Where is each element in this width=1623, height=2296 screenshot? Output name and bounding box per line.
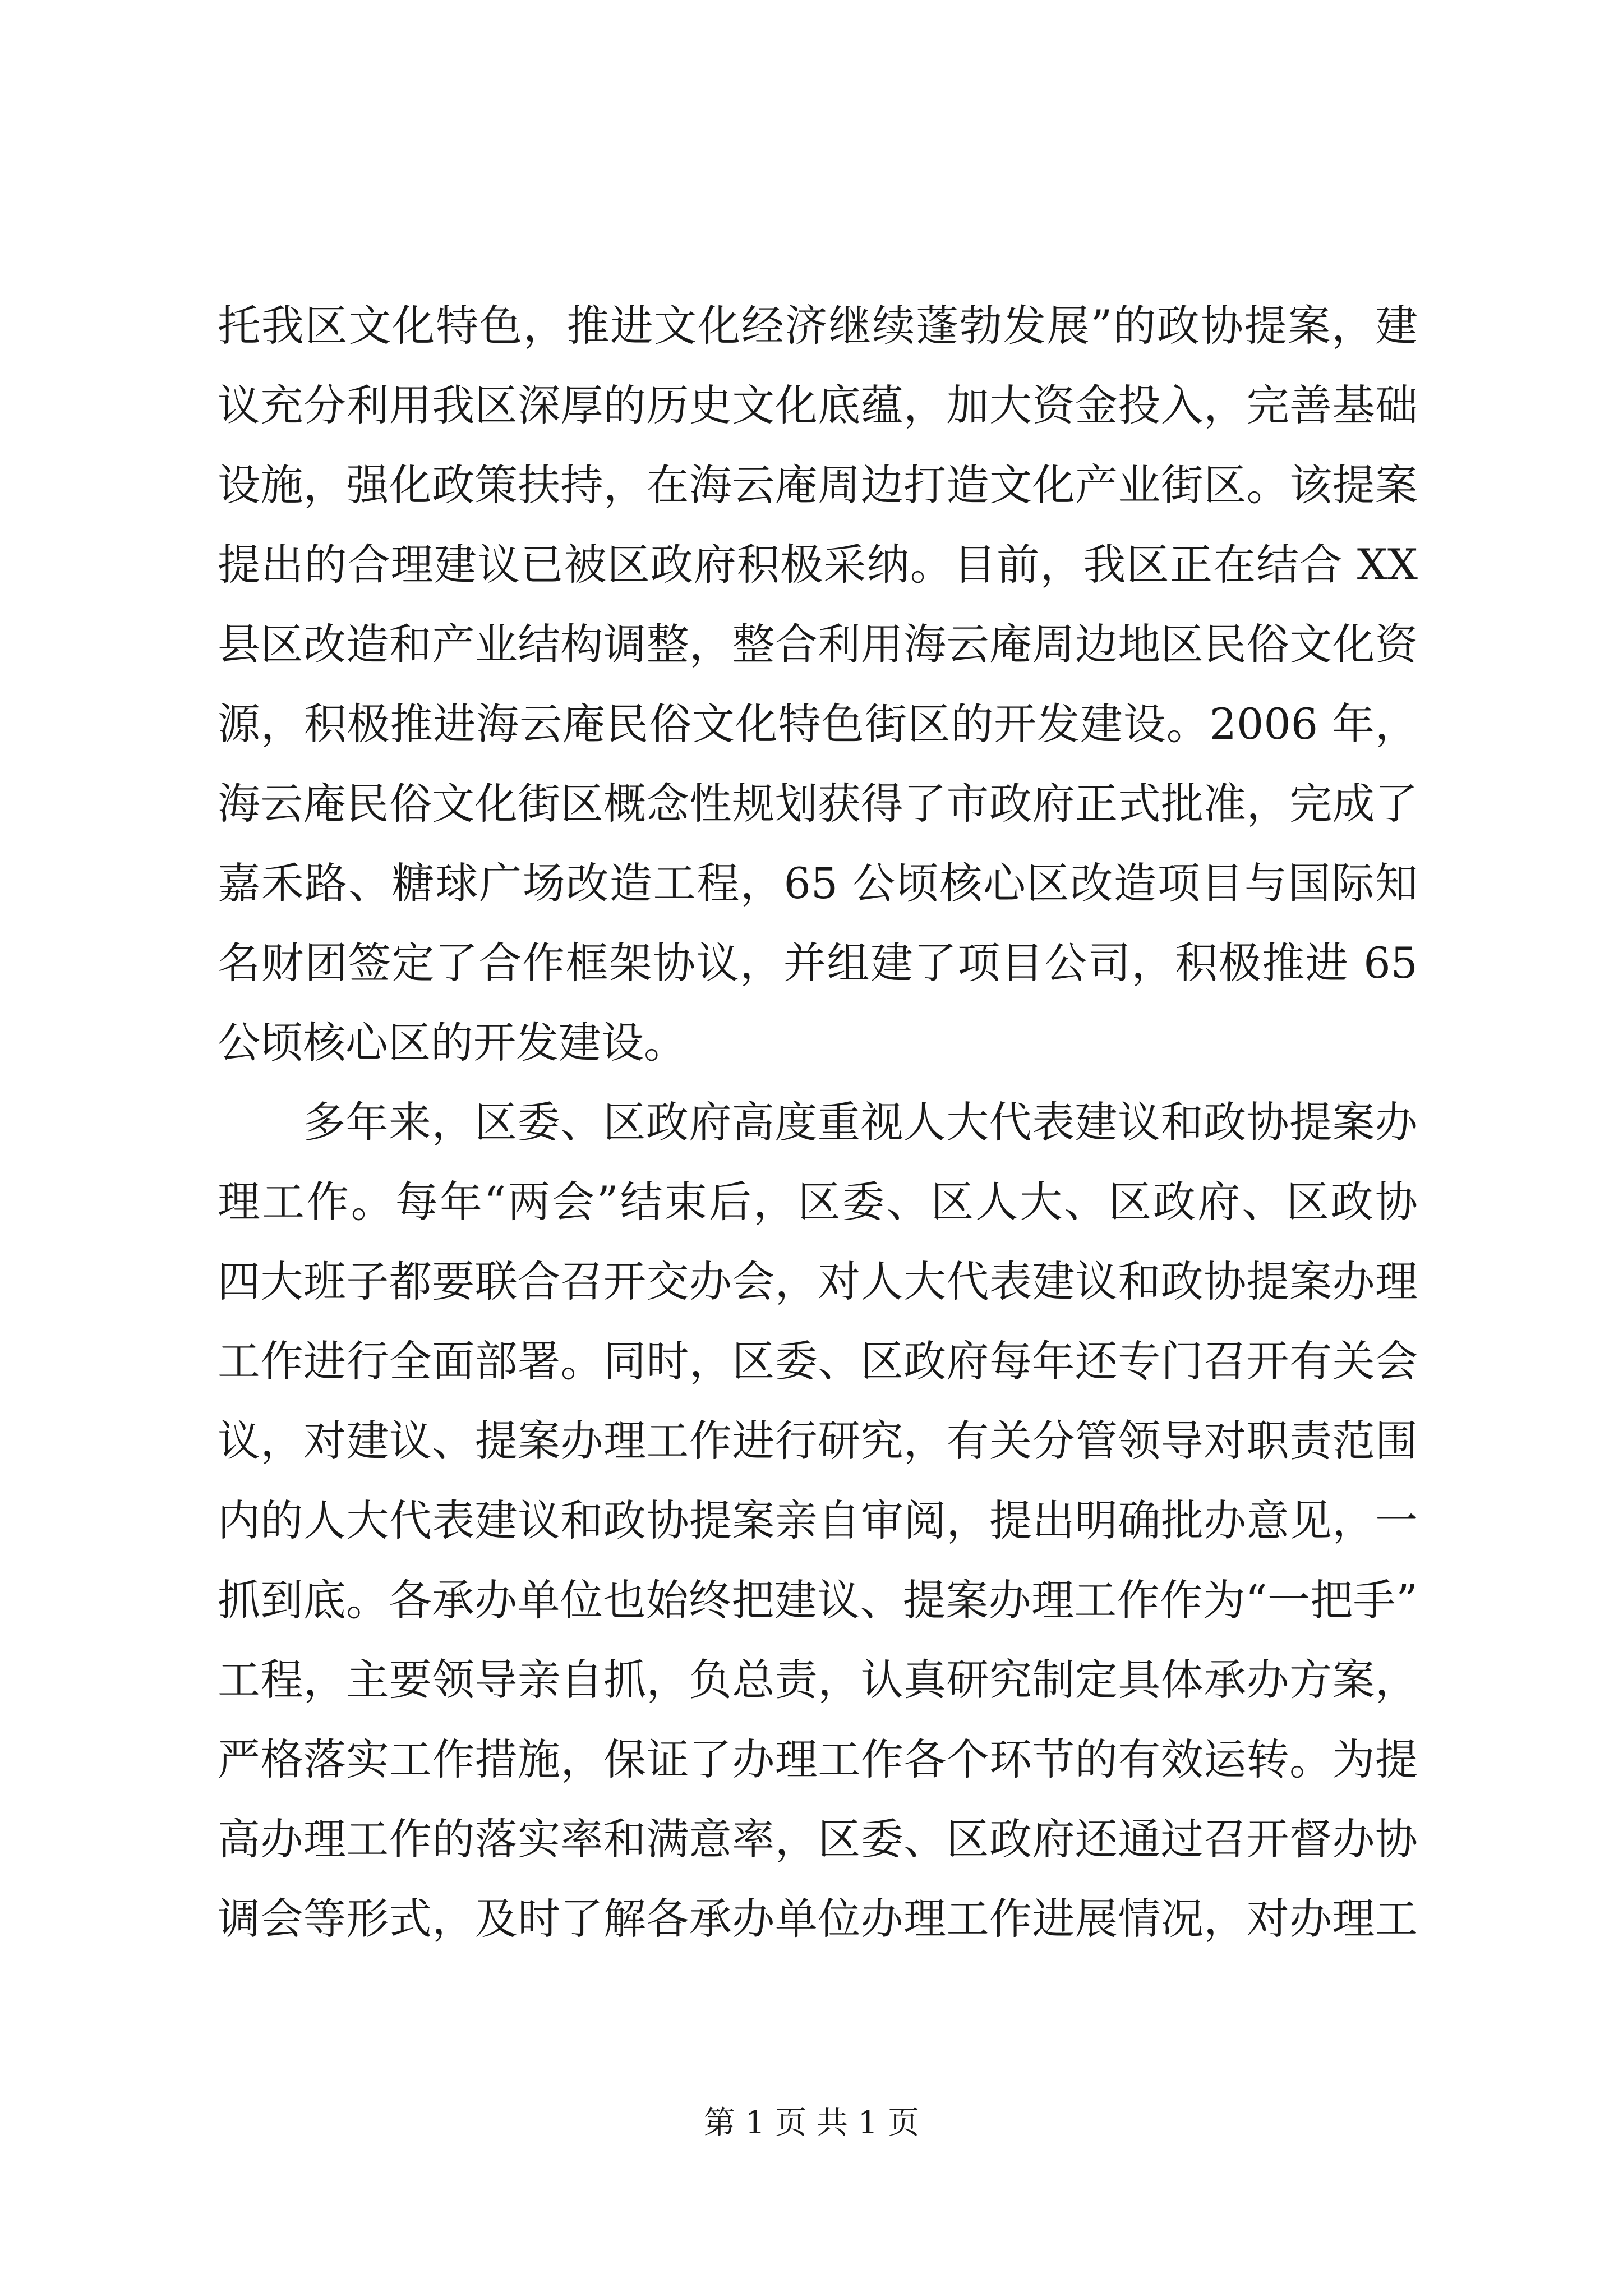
text-line: 理工作。每年“两会”结束后，区委、区人大、区政府、区政协 [218, 1177, 1418, 1227]
text-line: 四大班子都要联合召开交办会，对人大代表建议和政协提案办理 [218, 1257, 1418, 1306]
text-line: 议充分利用我区深厚的历史文化底蕴，加大资金投入，完善基础 [218, 380, 1418, 430]
text-line: 提出的合理建议已被区政府积极采纳。目前，我区正在结合 XX [218, 540, 1418, 590]
text-line: 内的人大代表建议和政协提案亲自审阅，提出明确批办意见，一 [218, 1496, 1418, 1545]
text-line: 嘉禾路、糖球广场改造工程，65 公顷核心区改造项目与国际知 [218, 858, 1418, 908]
text-line: 工作进行全面部署。同时，区委、区政府每年还专门召开有关会 [218, 1336, 1418, 1386]
text-line: 设施，强化政策扶持，在海云庵周边打造文化产业街区。该提案 [218, 460, 1418, 510]
text-line: 县区改造和产业结构调整，整合利用海云庵周边地区民俗文化资 [218, 619, 1418, 669]
paragraph-start-line: 多年来，区委、区政府高度重视人大代表建议和政协提案办 [303, 1097, 1418, 1147]
text-line: 源，积极推进海云庵民俗文化特色街区的开发建设。2006 年， [218, 699, 1418, 749]
text-line: 工程，主要领导亲自抓，负总责，认真研究制定具体承办方案， [218, 1655, 1418, 1705]
text-line: 严格落实工作措施，保证了办理工作各个环节的有效运转。为提 [218, 1734, 1418, 1784]
text-line: 议，对建议、提案办理工作进行研究，有关分管领导对职责范围 [218, 1416, 1418, 1466]
text-line: 调会等形式，及时了解各承办单位办理工作进展情况，对办理工 [218, 1894, 1418, 1944]
text-line: 抓到底。各承办单位也始终把建议、提案办理工作作为“一把手” [218, 1575, 1418, 1625]
text-line: 名财团签定了合作框架协议，并组建了项目公司，积极推进 65 [218, 938, 1418, 988]
text-line: 托我区文化特色，推进文化经济继续蓬勃发展”的政协提案，建 [218, 301, 1418, 351]
text-line: 公顷核心区的开发建设。 [218, 1018, 686, 1068]
text-line: 海云庵民俗文化街区概念性规划获得了市政府正式批准，完成了 [218, 779, 1418, 829]
document-body [218, 286, 1418, 1959]
text-line: 高办理工作的落实率和满意率，区委、区政府还通过召开督办协 [218, 1814, 1418, 1864]
page-number-footer: 第 1 页 共 1 页 [703, 2105, 920, 2141]
